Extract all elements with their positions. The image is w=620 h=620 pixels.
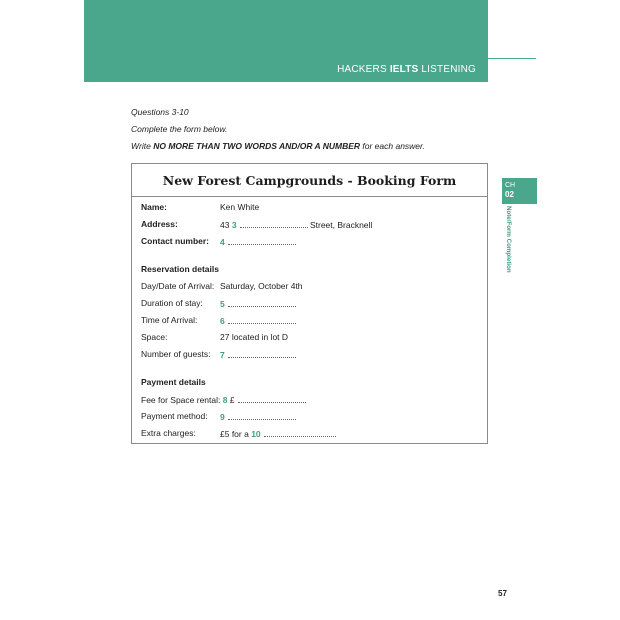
name-label: Name: [141, 202, 167, 212]
question-5-number: 5 [220, 299, 225, 309]
question-4-number: 4 [220, 237, 225, 247]
answer-blank-8[interactable] [238, 394, 306, 403]
header-band [84, 0, 488, 82]
section-label-text: Note/Form Completion [505, 206, 512, 273]
header-rule [488, 58, 536, 59]
name-value: Ken White [220, 202, 260, 212]
duration-label: Duration of stay: [141, 298, 203, 308]
address-value: 43 3 Street, Bracknell [220, 220, 373, 230]
method-label: Payment method: [141, 411, 208, 421]
section-side-label [504, 206, 514, 286]
task-text: Complete the form below. [131, 124, 228, 134]
book-title: HACKERS IELTS LISTENING [337, 64, 476, 75]
space-label: Space: [141, 332, 168, 342]
arrival-label: Day/Date of Arrival: [141, 281, 215, 291]
question-10-number: 10 [251, 429, 261, 439]
question-3-number: 3 [231, 220, 237, 230]
guests-value [220, 349, 296, 360]
fee-label: Fee for Space rental: 8 £ [141, 394, 306, 405]
contact-value [220, 236, 296, 247]
arrival-value: Saturday, October 4th [220, 281, 303, 291]
chapter-label: CH [505, 182, 516, 189]
space-value: 27 located in lot D [220, 332, 289, 342]
duration-value [220, 298, 296, 309]
answer-blank-7[interactable] [228, 349, 296, 358]
form-divider [132, 196, 487, 197]
answer-blank-10[interactable] [264, 428, 336, 437]
extra-label: Extra charges: [141, 428, 196, 438]
answer-blank-9[interactable] [228, 411, 296, 420]
answer-blank-4[interactable] [228, 236, 296, 245]
instructions [131, 106, 491, 157]
questions-range: Questions 3-10 [131, 107, 189, 117]
page-number: 57 [498, 589, 507, 598]
chapter-tab [502, 178, 537, 204]
time-value [220, 315, 296, 326]
question-6-number: 6 [220, 316, 225, 326]
contact-label: Contact number: [141, 236, 209, 246]
time-label: Time of Arrival: [141, 315, 198, 325]
answer-blank-5[interactable] [228, 298, 296, 307]
payment-heading: Payment details [141, 377, 206, 387]
answer-blank-6[interactable] [228, 315, 296, 324]
question-8-number: 8 [222, 395, 228, 405]
address-label: Address: [141, 219, 178, 229]
question-9-number: 9 [220, 412, 225, 422]
extra-value: £5 for a 10 [220, 428, 336, 439]
word-limit-text: Write NO MORE THAN TWO WORDS AND/OR A NUMBER for each answer. [131, 141, 425, 151]
booking-form [131, 163, 488, 444]
answer-blank-3[interactable] [240, 219, 308, 228]
guests-label: Number of guests: [141, 349, 211, 359]
reservation-heading: Reservation details [141, 264, 219, 274]
method-value [220, 411, 296, 422]
form-title: New Forest Campgrounds - Booking Form [162, 173, 457, 188]
chapter-number: 02 [505, 190, 514, 199]
question-7-number: 7 [220, 350, 225, 360]
